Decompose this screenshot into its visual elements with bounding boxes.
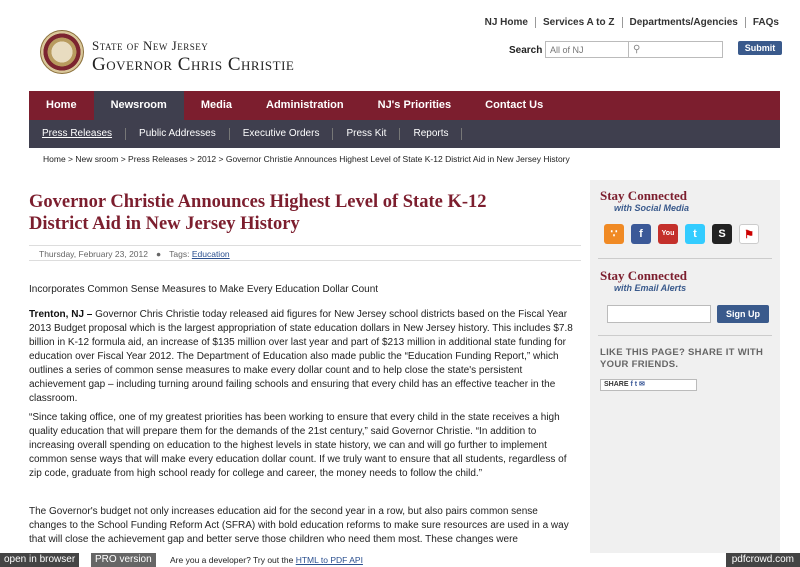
developer-promo (170, 555, 363, 565)
dateline: Trenton, NJ – (29, 309, 93, 320)
paragraph-1 (29, 308, 575, 406)
search-label: Search (509, 45, 543, 56)
signup-button[interactable]: Sign Up (717, 305, 769, 323)
paragraph-3: The Governor's budget not only increases education aid for the second year in a row, but also pairs common sense changes to the School Funding Reform Act (SFRA) with bold education reforms to make sure resources are used in a way that will close the achievement gap and better serve those children who need them most. These changes were (29, 506, 569, 545)
scribd-icon[interactable]: S (712, 224, 732, 244)
api-link[interactable]: HTML to PDF API (295, 555, 363, 565)
sidebar-divider-2 (598, 335, 772, 336)
twitter-icon[interactable]: t (685, 224, 705, 244)
stay-connected-title: Stay Connected (600, 188, 688, 203)
email-alerts-title: Stay Connected (600, 268, 688, 283)
separator-dot: ● (156, 249, 162, 259)
share-prompt: LIKE THIS PAGE? SHARE IT WITH YOUR FRIENDS. (600, 347, 764, 370)
nj-home-link[interactable]: NJ Home (484, 17, 528, 28)
tags-label: Tags: (169, 249, 190, 259)
nav-priorities[interactable]: NJ's Priorities (377, 99, 452, 111)
search-input[interactable] (629, 41, 723, 58)
paragraph-1-text: Governor Chris Christie today released aid figures for New Jersey school districts based on the Fiscal Year 2013 Budget proposal which is the largest appropriation of state education dollars in New Jersey history. This includes $7.8 billion in K-12 formula aid, an increase of $135 million over last year and part of $213 million in additional state funding for education over Fiscal Year 2012. The Department of Education also made public the “Education Funding Report,” which outlines a series of common sense measures to make every dollar count and to help close the state's persistent achievement gap – including turning around failing schools and ensuring that every child has an effective teacher in the classroom. (29, 309, 573, 404)
nav-newsroom[interactable]: Newsroom (94, 91, 184, 120)
youtube-icon[interactable]: You (658, 224, 678, 244)
developer-text: Are you a developer? Try out the (170, 555, 294, 565)
search-scope-select[interactable] (545, 41, 629, 58)
pdfcrowd-bar (0, 553, 800, 567)
share-button[interactable] (600, 379, 697, 391)
subnav-public-addresses[interactable]: Public Addresses (126, 128, 230, 140)
subnav-press-kit[interactable]: Press Kit (333, 128, 400, 140)
share-icons: f t ✉ (630, 381, 645, 388)
nav-home[interactable]: Home (46, 99, 77, 111)
subnav-press-releases[interactable]: Press Releases (29, 128, 126, 140)
sidebar-divider (598, 258, 772, 259)
article-date: Thursday, February 23, 2012 (39, 249, 148, 259)
nj-seal-logo[interactable] (40, 30, 84, 74)
state-of-label: State of New Jersey (92, 38, 209, 53)
search-icon: ⚲ (633, 44, 641, 55)
departments-link[interactable]: Departments/Agencies (622, 17, 745, 28)
email-subtitle: with Email Alerts (614, 283, 687, 293)
share-label: SHARE (604, 381, 629, 388)
sub-nav (29, 120, 780, 148)
paragraph-2: “Since taking office, one of my greatest priorities has been working to ensure that every child in the state receives a high quality education that will prepare them for the demands of the 21st century,” said Governor Christie. “In addition to increasing overall spending on education to the highest levels in state history, we can and will go further to implement common sense ways that will make every education dollar count. If we truly want to ensure that all students, regardless of zip code, graduate from high school ready for college and career, the money needs to follow the child.” (29, 412, 567, 479)
open-in-browser-button[interactable]: open in browser (0, 553, 79, 567)
article-meta (29, 245, 581, 261)
social-subtitle: with Social Media (614, 203, 690, 213)
utility-nav (478, 17, 786, 28)
governor-title[interactable]: Governor Chris Christie (92, 54, 295, 75)
tag-link[interactable]: Education (191, 249, 230, 259)
nav-administration[interactable]: Administration (266, 99, 344, 111)
submit-button[interactable]: Submit (738, 41, 782, 55)
pdfcrowd-brand[interactable]: pdfcrowd.com (726, 553, 800, 567)
email-field[interactable] (607, 305, 711, 323)
article-subhead: Incorporates Common Sense Measures to Make Every Education Dollar Count (29, 284, 379, 295)
social-icons (604, 224, 759, 244)
rss-icon[interactable]: ∵ (604, 224, 624, 244)
pro-version-button[interactable]: PRO version (91, 553, 156, 567)
main-nav (29, 91, 780, 120)
subnav-reports[interactable]: Reports (400, 128, 462, 140)
faqs-link[interactable]: FAQs (745, 17, 786, 28)
nav-contact[interactable]: Contact Us (485, 99, 544, 111)
subnav-executive-orders[interactable]: Executive Orders (230, 128, 334, 140)
nav-media[interactable]: Media (200, 99, 232, 111)
page-title: Governor Christie Announces Highest Level of State K-12 District Aid in New Jersey History (29, 192, 487, 234)
facebook-icon[interactable]: f (631, 224, 651, 244)
services-link[interactable]: Services A to Z (535, 17, 622, 28)
flickr-icon[interactable]: ⚑ (739, 224, 759, 244)
breadcrumb[interactable]: Home > New sroom > Press Releases > 2012 > Governor Christie Announces Highest Level of State K-12 District Aid in New Jersey History (43, 154, 570, 164)
